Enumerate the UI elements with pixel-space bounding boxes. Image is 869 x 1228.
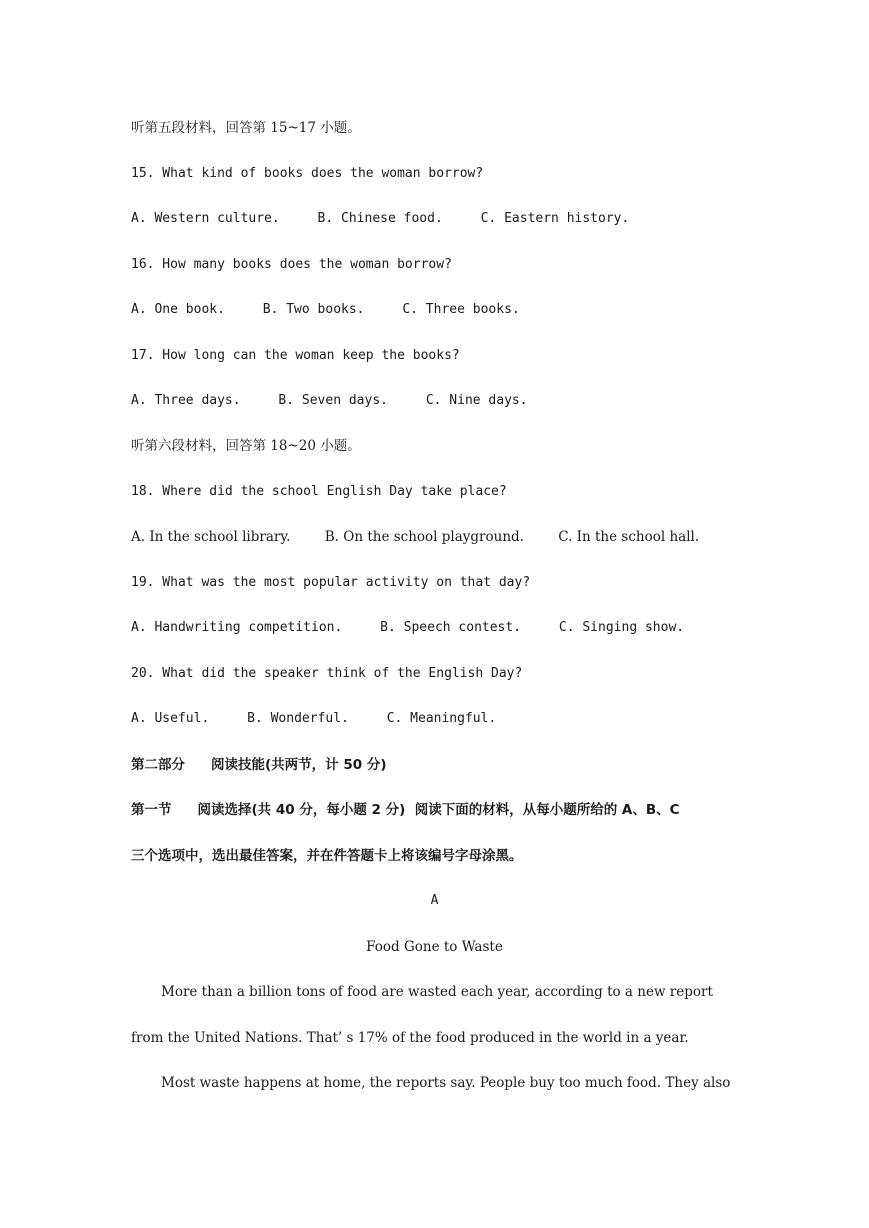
section1-label: 第一节 [131,802,172,818]
question-19: 19. What was the most popular activity on that day? [131,575,531,590]
option-17c: C. Nine days. [425,393,528,408]
passage-p1-line1: More than a billion tons of food are wasted each year, according to a new report [161,984,713,1000]
section1-instruction-1: 阅读下面的材料，从每小题所给的 A、B、C [414,802,680,818]
options-16 [131,300,520,320]
options-18 [131,527,699,547]
option-18a: A. In the school library. [131,529,291,545]
option-18b: B. On the school playground. [324,529,524,545]
passage-p2-line1: Most waste happens at home, the reports say. People buy too much food. They also [161,1075,731,1091]
option-19b: B. Speech contest. [380,620,522,635]
question-20: 20. What did the speaker think of the English Day? [131,666,523,681]
question-15: 15. What kind of books does the woman borrow? [131,166,484,181]
option-17b: B. Seven days. [278,393,388,408]
section1-heading [131,800,680,820]
question-16: 16. How many books does the woman borrow? [131,257,452,272]
passage-letter: A [430,893,439,908]
section6-intro: 听第六段材料，回答第 18~20 小题。 [131,438,361,454]
option-20c: C. Meaningful. [386,711,497,726]
option-16b: B. Two books. [262,302,365,317]
options-15 [131,209,629,229]
question-18: 18. Where did the school English Day take place? [131,484,507,499]
option-20b: B. Wonderful. [247,711,349,726]
options-17 [131,391,528,411]
option-15c: C. Eastern history. [480,211,630,226]
option-19a: A. Handwriting competition. [131,620,343,635]
option-16a: A. One book. [131,302,225,317]
options-20 [131,709,496,729]
part2-label: 第二部分 [131,757,185,773]
option-15b: B. Chinese food. [317,211,443,226]
section5-intro: 听第五段材料，回答第 15~17 小题。 [131,120,361,136]
passage-title: Food Gone to Waste [366,939,503,955]
option-17a: A. Three days. [131,393,241,408]
option-16c: C. Three books. [402,302,520,317]
part2-heading [131,755,387,775]
passage-p1-line2: from the United Nations. That’ s 17% of the food produced in the world in a year. [131,1030,689,1046]
options-19 [131,618,684,638]
part2-title: 阅读技能(共两节，计 50 分) [211,757,387,773]
option-18c: C. In the school hall. [558,529,700,545]
option-19c: C. Singing show. [558,620,685,635]
section1-instruction-2: 三个选项中，选出最佳答案，并在件答题卡上将该编号字母涂黑。 [131,848,523,864]
section1-title: 阅读选择(共 40 分，每小题 2 分) [197,802,406,818]
question-17: 17. How long can the woman keep the books? [131,348,460,363]
option-15a: A. Western culture. [131,211,280,226]
option-20a: A. Useful. [131,711,210,726]
